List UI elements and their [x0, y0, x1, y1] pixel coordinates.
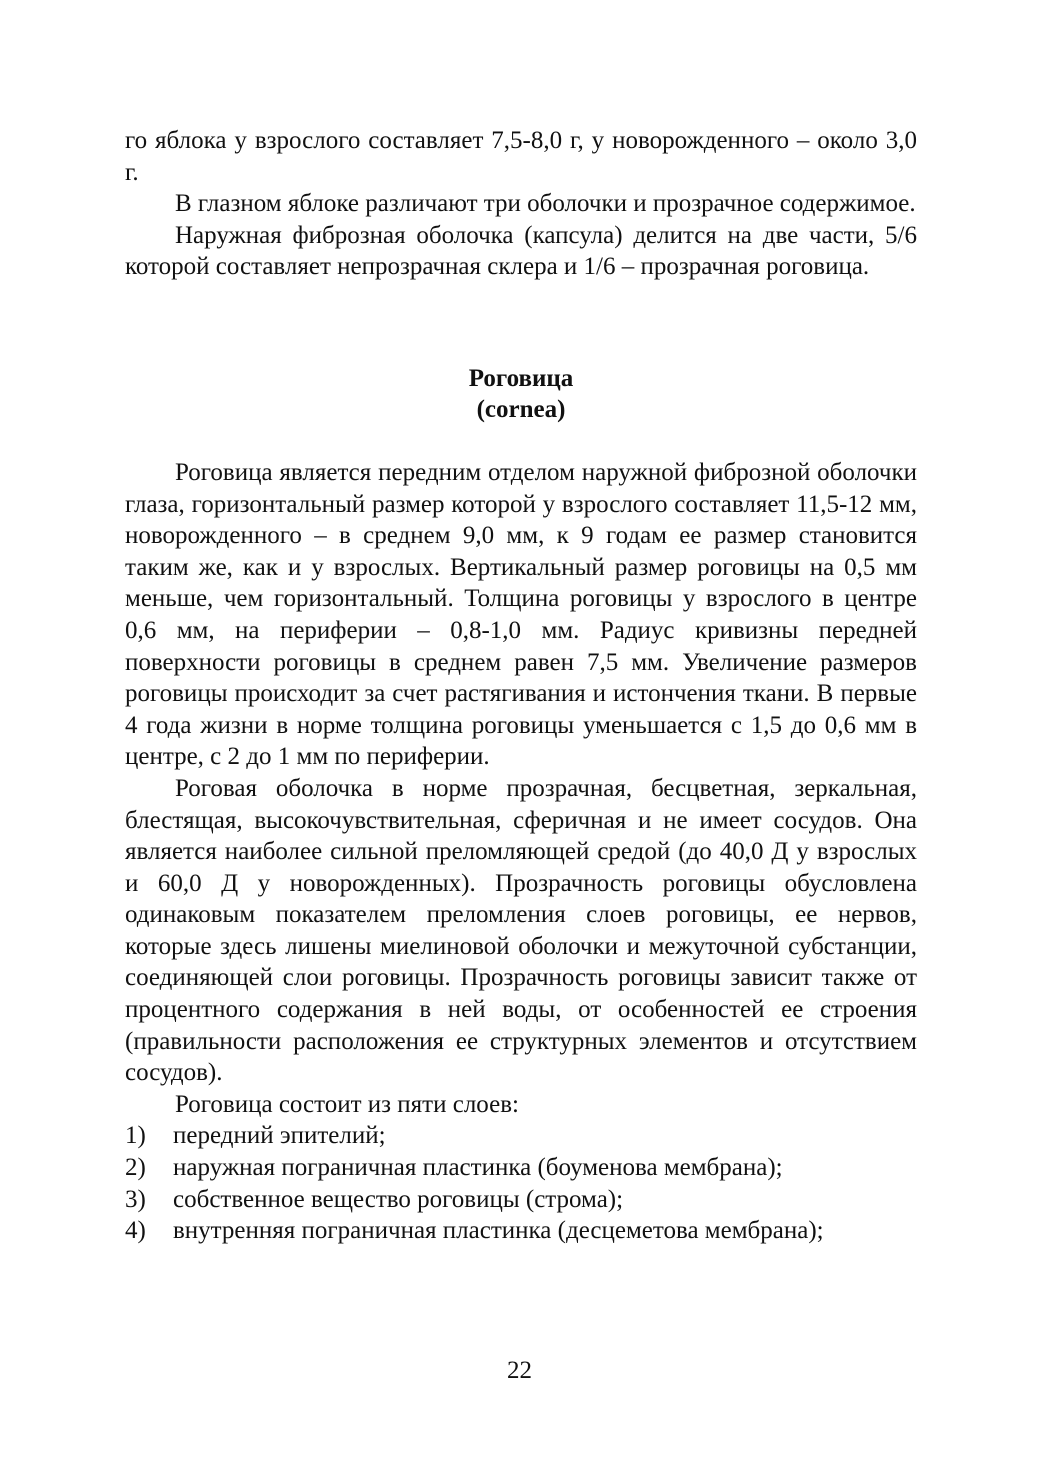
intro-paragraph-1: го яблока у взрослого составляет 7,5-8,0 г, у новорожденного – около 3,0 г.: [125, 127, 917, 186]
page-content: [125, 125, 917, 1247]
page-number: 22: [507, 1357, 532, 1384]
list-item: [125, 1120, 917, 1152]
list-item: [125, 1215, 917, 1247]
list-item: [125, 1152, 917, 1184]
intro-paragraph-2: В глазном яблоке различают три оболочки и прозрачное содержимое.: [175, 190, 916, 218]
body-paragraph-1: Роговица является передним отделом наружной фиброзной оболочки глаза, горизонтальный размер которой у взрослого составляет 11,5-12 мм, новорожденного – в среднем 9,0 мм, к 9 годам ее размер становится таким же, как и у взрослых. Вертикальный размер роговицы на 0,5 мм меньше, чем горизонтальный. Толщина роговицы у взрослого в центре 0,6 мм, на периферии – 0,8-1,0 мм. Радиус кривизны передней поверхности роговицы в среднем равен 7,5 мм. Увеличение размеров роговицы происходит за счет растягивания и истончения ткани. В первые 4 года жизни в норме толщина роговицы уменьшается с 1,5 до 0,6 мм в центре, с 2 до 1 мм по периферии.: [125, 458, 917, 771]
body-paragraph-2: Роговая оболочка в норме прозрачная, бесцветная, зеркальная, блестящая, высокочувствительная, сферичная и не имеет сосудов. Она является наиболее сильной преломляющей средой (до 40,0 Д у взрослых и 60,0 Д у новорожденных). Прозрачность роговицы обусловлена одинаковым показателем преломления слоев роговицы, ее нервов, которые здесь лишены миелиновой оболочки и межуточной субстанции, соединяющей слои роговицы. Прозрачность роговицы зависит также от процентного содержания в ней воды, от особенностей ее строения (правильности расположения ее структурных элементов и отсутствием сосудов).: [125, 774, 917, 1087]
section-subtitle: (cornea): [476, 395, 566, 423]
list-item-text: наружная пограничная пластинка (боуменова мембрана);: [173, 1154, 783, 1182]
intro-paragraph-3: Наружная фиброзная оболочка (капсула) делится на две части, 5/6 которой составляет непрозрачная склера и 1/6 – прозрачная роговица.: [125, 221, 917, 281]
list-item: [125, 1184, 917, 1216]
list-item-number: 1): [125, 1122, 146, 1150]
section-heading: [125, 363, 917, 425]
list-item-text: передний эпителий;: [173, 1122, 386, 1150]
section-title: Роговица: [468, 364, 574, 392]
body-paragraph-3: Роговица состоит из пяти слоев:: [175, 1090, 519, 1118]
list-item-number: 2): [125, 1154, 146, 1182]
list-item-text: собственное вещество роговицы (строма);: [173, 1185, 624, 1213]
layers-list: [125, 1120, 917, 1246]
list-item-text: внутренняя пограничная пластинка (десцеметова мембрана);: [173, 1217, 824, 1245]
list-item-number: 4): [125, 1217, 146, 1245]
list-item-number: 3): [125, 1185, 146, 1213]
